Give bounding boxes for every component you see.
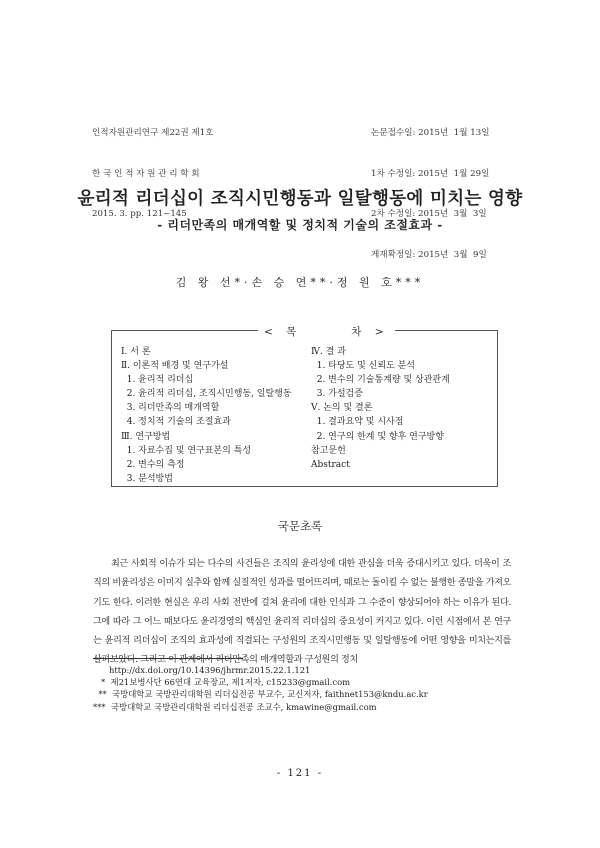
toc-item: 1. 자료수집 및 연구표본의 특성 — [121, 445, 252, 456]
toc-item: 3. 분석방법 — [121, 473, 173, 484]
journal-info-line: 한 국 인 적 자 원 관 리 학 회 — [92, 168, 200, 179]
toc-item: Ⅰ. 서 론 — [121, 347, 151, 357]
toc-item: Ⅱ. 이론적 배경 및 연구가설 — [121, 361, 229, 372]
footnote-divider — [93, 658, 243, 659]
toc-item: 2. 연구의 한계 및 향후 연구방향 — [311, 431, 444, 442]
authors: 김 왕 선*·손 승 연**·정 원 호*** — [175, 276, 425, 289]
toc-item: Ⅲ. 연구방법 — [121, 431, 171, 442]
submission-date-line: 게재확정일: 2015년 3월 9일 — [371, 249, 487, 260]
toc-item: Ⅴ. 논의 및 결론 — [311, 403, 373, 414]
toc-item: 3. 리더만족의 매개역할 — [121, 403, 220, 414]
toc-item: 2. 변수의 측정 — [121, 459, 185, 470]
toc-item: 1. 윤리적 리더십 — [121, 375, 194, 386]
footnote-first-author: * 제21보병사단 66연대 교육장교, 제1저자, c15233@gmail.com — [93, 677, 351, 688]
submission-date-line: 1차 수정일: 2015년 1월 29일 — [371, 168, 490, 179]
toc-item: 1. 타당도 및 신뢰도 분석 — [311, 361, 415, 372]
toc-left-column — [121, 345, 292, 486]
footnote-third-author: *** 국방대학교 국방관리대학원 리더십전공 조교수, kmawine@gmail.com — [93, 701, 377, 712]
paper-subtitle: - 리더만족의 매개역할 및 정치적 기술의 조절효과 - — [157, 218, 443, 232]
toc-item: 참고문헌 — [311, 445, 346, 456]
abstract-body — [93, 555, 511, 671]
toc-item: 2. 윤리적 리더십, 조직시민행동, 일탈행동 — [121, 389, 292, 400]
toc-item: Abstract — [311, 459, 350, 470]
toc-item: 4. 정치적 기술의 조절효과 — [121, 417, 231, 428]
toc-item: 1. 결과요약 및 시사점 — [311, 417, 404, 428]
toc-item: Ⅳ. 결 과 — [311, 347, 346, 357]
submission-date-line: 2차 수정일: 2015년 3월 3일 — [371, 209, 487, 219]
abstract-heading: 국문초록 — [277, 519, 323, 533]
paper-title: 윤리적 리더십이 조직시민행동과 일탈행동에 미치는 영향 — [77, 189, 523, 209]
footnotes — [93, 664, 428, 713]
page-number: - 121 - — [276, 768, 324, 779]
journal-info-line: 인적자원관리연구 제22권 제1호 — [92, 128, 214, 138]
journal-info-line: 2015. 3. pp. 121~145 — [92, 209, 187, 219]
journal-info — [92, 100, 214, 235]
abstract-paragraph: 최근 사회적 이슈가 되는 다수의 사건들은 조직의 윤리성에 대한 관심을 더욱 증대시키고 있다. 더욱이 조직의 비윤리성은 이미지 실추와 함께 실질적인 성과를 떨어뜨리며, 때로는 돌이킬 수 없는 불행한 종말을 가져오기도 한다. 이러한 현실은 우리 사회 전반에 걸쳐 윤리에 대한 인식과 그 수준이 향상되어야 하는 이유가 된다. 그에 따라 그 어느 때보다도 윤리경영의 핵심인 윤리적 리더십의 중요성이 커지고 있다. 이런 시점에서 본 연구는 윤리적 리더십이 조직의 효과성에 직결되는 구성원의 조직시민행동 및 일탈행동에 어떤 영향을 미치는지를 살펴보았다. 그리고 이 관계에서 리더만족의 매개역할과 구성원의 정치 — [93, 559, 511, 666]
toc-title: < 목 차 > — [258, 324, 395, 339]
toc-item: 3. 가설검증 — [311, 389, 363, 400]
doi-link[interactable]: http://dx.doi.org/10.14396/jhrmr.2015.22.1.121 — [93, 665, 311, 675]
toc-right-column — [311, 345, 450, 472]
footnote-corresponding-author: ** 국방대학교 국방관리대학원 리더십전공 부교수, 교신저자, faithnet153@kndu.ac.kr — [93, 689, 428, 700]
toc-item: 2. 변수의 기술통계량 및 상관관계 — [311, 375, 450, 386]
submission-date-line: 논문접수일: 2015년 1월 13일 — [371, 128, 490, 138]
